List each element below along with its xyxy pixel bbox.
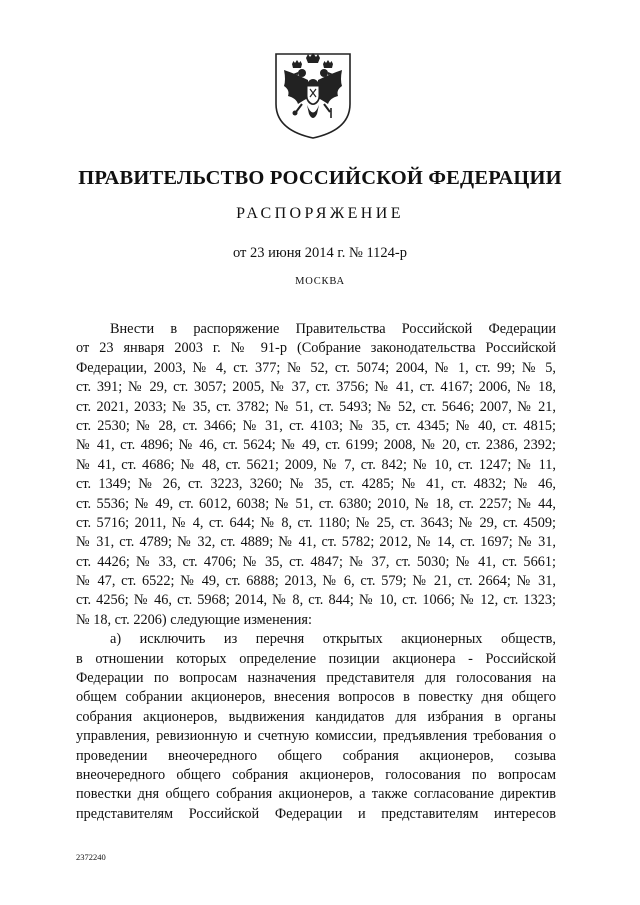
document-body — [76, 320, 556, 824]
body-line: № 18, ст. 2206) следующие изменения: — [76, 611, 312, 628]
body-line: от 23 января 2003 г. № 91-р (Собрание законодательства Российской — [76, 340, 556, 357]
body-line: управления, ревизионную и счетную комиссии, предъявления требования о — [76, 728, 556, 745]
body-line: Федерации, 2003, № 4, ст. 377; № 52, ст. 5074; 2004, № 1, ст. 99; № 5, — [76, 359, 556, 376]
body-line: № 47, ст. 6522; № 49, ст. 6888; 2013, № 6, ст. 579; № 21, ст. 2664; № 31, — [76, 573, 556, 590]
body-line: в отношении которых определение позиции акционера - Российской — [76, 650, 556, 667]
body-line: повестки дня общего собрания акционеров, а также согласование директив — [76, 786, 556, 803]
body-line: № 41, ст. 4896; № 46, ст. 5624; № 49, ст. 6199; 2008, № 20, ст. 2386, 2392; — [76, 437, 556, 454]
body-line: Федерации по вопросам назначения представителя для голосования на — [76, 670, 556, 687]
body-line: № 41, ст. 4686; № 48, ст. 5621; 2009, № 7, ст. 842; № 10, ст. 1247; № 11, — [76, 456, 556, 473]
body-line: ст. 4256; № 46, ст. 5968; 2014, № 8, ст. 844; № 10, ст. 1066; № 12, ст. 1323; — [76, 592, 556, 609]
document-type: РАСПОРЯЖЕНИЕ — [236, 205, 404, 222]
body-line: ст. 1349; № 26, ст. 3223, 3260; № 35, ст. 4285; № 41, ст. 4832; № 46, — [76, 476, 556, 493]
body-line: ст. 2530; № 28, ст. 3466; № 31, ст. 4103; № 35, ст. 4345; № 40, ст. 4815; — [76, 417, 556, 434]
body-line: представителям Российской Федерации и представителям интересов — [76, 805, 556, 822]
body-line: Внести в распоряжение Правительства Российской Федерации — [110, 321, 556, 337]
body-line: собрания акционеров, выдвижения кандидатов для избрания в органы — [76, 708, 556, 725]
body-line: внеочередного общего собрания акционеров, голосования по вопросам — [76, 766, 556, 783]
document-city: МОСКВА — [295, 276, 345, 287]
body-line: общем собрании акционеров, внесения вопросов в повестку дня общего — [76, 689, 556, 706]
body-line: ст. 5536; № 49, ст. 6012, 6038; № 51, ст. 6380; 2010, № 18, ст. 2257; № 44, — [76, 495, 556, 512]
body-line: ст. 5716; 2011, № 4, ст. 644; № 8, ст. 1180; № 25, ст. 3643; № 29, ст. 4509; — [76, 514, 556, 531]
document-code: 2372240 — [76, 852, 106, 862]
government-title: ПРАВИТЕЛЬСТВО РОССИЙСКОЙ ФЕДЕРАЦИИ — [78, 167, 562, 189]
body-line: ст. 4426; № 33, ст. 4706; № 35, ст. 4847; № 37, ст. 5030; № 41, ст. 5661; — [76, 553, 556, 570]
document-date-number: от 23 июня 2014 г. № 1124-р — [233, 245, 407, 261]
body-line: ст. 391; № 29, ст. 3057; 2005, № 37, ст. 3756; № 41, ст. 4167; 2006, № 18, — [76, 379, 556, 396]
double-headed-eagle-icon — [272, 50, 354, 140]
body-line: проведении внеочередного общего собрания акционеров, созыва — [76, 747, 556, 764]
body-line: а) исключить из перечня открытых акционерных обществ, — [110, 631, 556, 648]
body-line: ст. 2021, 2033; № 35, ст. 3782; № 51, ст. 5493; № 52, ст. 5646; 2007, № 21, — [76, 398, 556, 415]
body-line: № 31, ст. 4789; № 32, ст. 4889; № 41, ст. 5782; 2012, № 14, ст. 1697; № 31, — [76, 534, 556, 551]
